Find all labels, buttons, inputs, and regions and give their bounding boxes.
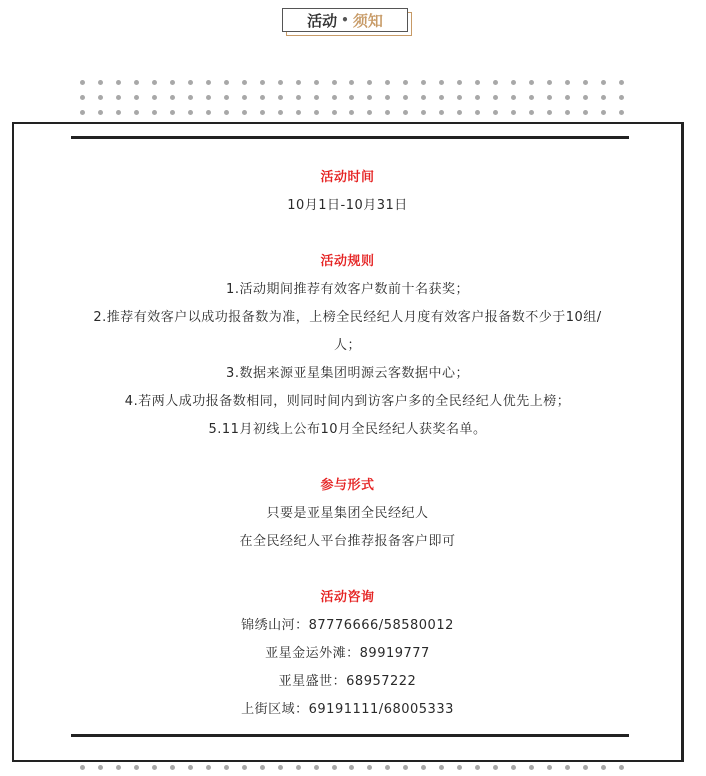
decorative-dot <box>134 80 139 85</box>
decorative-dot <box>583 110 588 115</box>
decorative-dot <box>601 110 606 115</box>
decorative-dot <box>493 765 498 770</box>
decorative-dot <box>116 80 121 85</box>
decorative-dot <box>188 765 193 770</box>
decorative-dot <box>278 110 283 115</box>
notice-panel <box>12 122 684 762</box>
decorative-dot <box>170 765 175 770</box>
decorative-dot <box>296 80 301 85</box>
rule-item-2: 2.推荐有效客户以成功报备数为准，上榜全民经纪人月度有效客户报备数不少于10组/ <box>93 310 602 325</box>
decorative-dot <box>403 80 408 85</box>
decorative-dot <box>475 95 480 100</box>
decorative-dot <box>188 80 193 85</box>
decorative-dot <box>511 765 516 770</box>
header-title-part2: 须知 <box>352 11 383 30</box>
decorative-dot <box>170 110 175 115</box>
decorative-dot <box>421 80 426 85</box>
decorative-dot <box>278 765 283 770</box>
decorative-dot <box>296 95 301 100</box>
dot-pattern-top <box>74 80 630 115</box>
decorative-dot <box>457 80 462 85</box>
decorative-dot <box>601 80 606 85</box>
participation-section-title: 参与形式 <box>320 478 375 493</box>
decorative-dot <box>260 765 265 770</box>
decorative-dot <box>493 110 498 115</box>
participation-line-1: 只要是亚星集团全民经纪人 <box>266 506 429 521</box>
decorative-dot <box>314 95 319 100</box>
decorative-dot <box>421 765 426 770</box>
consult-line-2: 亚星金运外滩：89919777 <box>265 646 430 661</box>
decorative-dot <box>529 110 534 115</box>
consult-line-1: 锦绣山河：87776666/58580012 <box>241 618 454 633</box>
decorative-dot <box>457 95 462 100</box>
decorative-dot <box>80 95 85 100</box>
decorative-dot <box>349 765 354 770</box>
decorative-dot <box>385 80 390 85</box>
decorative-dot <box>188 110 193 115</box>
decorative-dot <box>152 765 157 770</box>
decorative-dot <box>475 80 480 85</box>
decorative-dot <box>511 95 516 100</box>
decorative-dot <box>116 765 121 770</box>
decorative-dot <box>619 95 624 100</box>
header-title-part1: 活动 <box>307 11 338 30</box>
decorative-dot <box>565 765 570 770</box>
decorative-dot <box>439 95 444 100</box>
rule-item-5: 5.11月初线上公布10月全民经纪人获奖名单。 <box>208 422 487 437</box>
decorative-dot <box>260 110 265 115</box>
rule-item-2-continued: 人； <box>333 338 361 353</box>
decorative-dot <box>296 110 301 115</box>
decorative-dot <box>457 765 462 770</box>
time-value: 10月1日-10月31日 <box>287 198 408 213</box>
decorative-dot <box>493 80 498 85</box>
decorative-dot <box>98 765 103 770</box>
decorative-dot <box>457 110 462 115</box>
decorative-dot <box>206 765 211 770</box>
rule-item-3: 3.数据来源亚星集团明源云客数据中心； <box>226 366 469 381</box>
decorative-dot <box>242 110 247 115</box>
decorative-dot <box>278 95 283 100</box>
decorative-dot <box>332 110 337 115</box>
decorative-dot <box>367 110 372 115</box>
decorative-dot <box>547 95 552 100</box>
decorative-dot <box>314 80 319 85</box>
decorative-dot <box>511 80 516 85</box>
decorative-dot <box>529 765 534 770</box>
decorative-dot <box>224 110 229 115</box>
time-section-title: 活动时间 <box>320 170 375 185</box>
decorative-dot <box>116 95 121 100</box>
decorative-dot <box>332 80 337 85</box>
decorative-dot <box>80 80 85 85</box>
consult-line-3: 亚星盛世：68957222 <box>278 674 417 689</box>
decorative-dot <box>80 110 85 115</box>
decorative-dot <box>421 110 426 115</box>
decorative-dot <box>601 765 606 770</box>
decorative-dot <box>565 80 570 85</box>
section-header-badge <box>282 8 412 36</box>
decorative-dot <box>367 95 372 100</box>
decorative-dot <box>619 765 624 770</box>
decorative-dot <box>403 110 408 115</box>
decorative-dot <box>403 95 408 100</box>
decorative-dot <box>547 110 552 115</box>
decorative-dot <box>206 95 211 100</box>
consult-section-title: 活动咨询 <box>320 590 375 605</box>
decorative-dot <box>332 765 337 770</box>
decorative-dot <box>242 80 247 85</box>
decorative-dot <box>619 110 624 115</box>
decorative-dot <box>80 765 85 770</box>
decorative-dot <box>439 110 444 115</box>
decorative-dot <box>475 110 480 115</box>
decorative-dot <box>601 95 606 100</box>
decorative-dot <box>296 765 301 770</box>
notice-content <box>14 164 681 724</box>
decorative-dot <box>439 765 444 770</box>
decorative-dot <box>529 95 534 100</box>
decorative-dot <box>619 80 624 85</box>
decorative-dot <box>170 95 175 100</box>
decorative-dot <box>170 80 175 85</box>
decorative-dot <box>421 95 426 100</box>
decorative-dot <box>349 110 354 115</box>
rule-item-4: 4.若两人成功报备数相同，则同时间内到访客户多的全民经纪人优先上榜； <box>124 394 571 409</box>
decorative-dot <box>565 95 570 100</box>
decorative-dot <box>547 80 552 85</box>
decorative-dot <box>206 110 211 115</box>
decorative-dot <box>278 80 283 85</box>
decorative-dot <box>475 765 480 770</box>
rule-item-1: 1.活动期间推荐有效客户数前十名获奖； <box>226 282 469 297</box>
decorative-dot <box>152 110 157 115</box>
decorative-dot <box>224 765 229 770</box>
decorative-dot <box>403 765 408 770</box>
decorative-dot <box>260 95 265 100</box>
decorative-dot <box>98 95 103 100</box>
decorative-dot <box>583 765 588 770</box>
decorative-dot <box>547 765 552 770</box>
rules-section-title: 活动规则 <box>320 254 375 269</box>
decorative-dot <box>152 80 157 85</box>
decorative-dot <box>349 80 354 85</box>
decorative-dot <box>565 110 570 115</box>
decorative-dot <box>439 80 444 85</box>
decorative-dot <box>98 110 103 115</box>
participation-line-2: 在全民经纪人平台推荐报备客户即可 <box>239 534 456 549</box>
bottom-divider <box>71 734 629 737</box>
decorative-dot <box>134 110 139 115</box>
consult-line-4: 上街区域：69191111/68005333 <box>241 702 454 717</box>
decorative-dot <box>385 765 390 770</box>
decorative-dot <box>116 110 121 115</box>
decorative-dot <box>188 95 193 100</box>
decorative-dot <box>511 110 516 115</box>
decorative-dot <box>134 95 139 100</box>
decorative-dot <box>314 110 319 115</box>
decorative-dot <box>493 95 498 100</box>
decorative-dot <box>98 80 103 85</box>
top-divider <box>71 136 629 139</box>
decorative-dot <box>242 765 247 770</box>
decorative-dot <box>242 95 247 100</box>
decorative-dot <box>367 80 372 85</box>
dot-pattern-bottom <box>74 765 630 770</box>
decorative-dot <box>367 765 372 770</box>
decorative-dot <box>332 95 337 100</box>
decorative-dot <box>224 80 229 85</box>
decorative-dot <box>206 80 211 85</box>
decorative-dot <box>260 80 265 85</box>
header-separator: • <box>341 13 349 27</box>
decorative-dot <box>583 80 588 85</box>
decorative-dot <box>134 765 139 770</box>
decorative-dot <box>349 95 354 100</box>
decorative-dot <box>583 95 588 100</box>
decorative-dot <box>224 95 229 100</box>
decorative-dot <box>385 95 390 100</box>
badge-front-frame <box>282 8 408 32</box>
decorative-dot <box>385 110 390 115</box>
decorative-dot <box>529 80 534 85</box>
decorative-dot <box>152 95 157 100</box>
decorative-dot <box>314 765 319 770</box>
